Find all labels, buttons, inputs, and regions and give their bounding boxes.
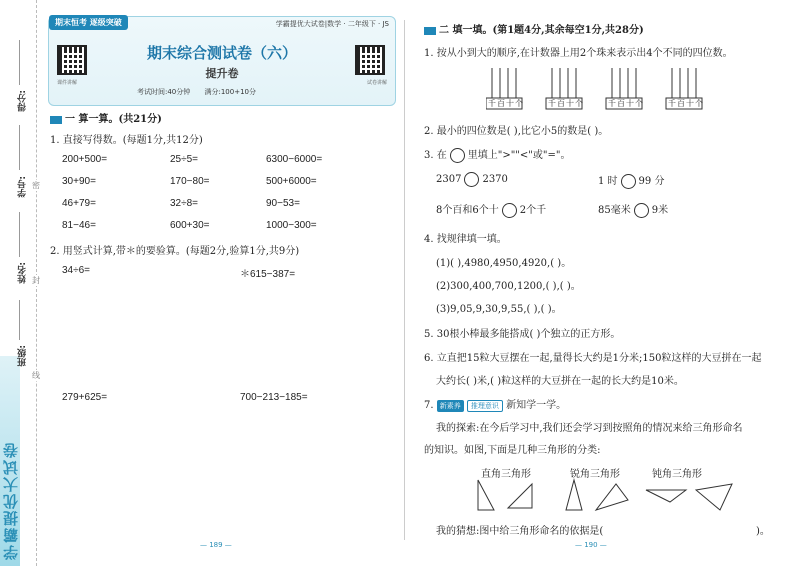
compare-circle-icon[interactable]	[634, 203, 649, 218]
question-2-right: 2. 最小的四位数是( ),比它小5的数是( )。	[424, 126, 609, 137]
class-field: 班级:	[18, 345, 28, 367]
calc-r4c1: 81−46=	[62, 220, 96, 231]
page-number-right: — 190 —	[575, 541, 607, 549]
section-1-heading: 一 算一算。(共21分)	[50, 110, 162, 125]
calc-r3c3: 90−53=	[266, 198, 300, 209]
qr-left-caption: 课件讲解	[57, 80, 78, 86]
q7-guess-end: )。	[756, 526, 770, 537]
pattern-2: (2)300,400,700,1200,( ),( )。	[436, 281, 581, 292]
question-1-right: 1. 按从小到大的顺序,在计数器上用2个珠来表示出4个不同的四位数。	[424, 48, 733, 59]
abacus-2-label: 千百十个	[548, 99, 584, 108]
student-id-line	[19, 125, 20, 170]
calc-r4c2: 600+30=	[170, 220, 210, 231]
q7-text-line2: 的知识。如图,下面是几种三角形的分类:	[424, 445, 601, 456]
name-line	[19, 212, 20, 257]
compare-4: 85毫米 9米	[598, 205, 669, 216]
obtuse-triangle-2	[696, 484, 732, 510]
compare-circle-icon[interactable]	[464, 172, 479, 187]
exam-time: 考试时间:40分钟	[137, 88, 191, 96]
calc-r2c2: 170−80=	[170, 176, 210, 187]
cut-word-feng: 封	[32, 276, 40, 285]
question-2-left: 2. 用竖式计算,带＊的要验算。(每题2分,验算1分,共9分)	[50, 246, 300, 257]
abacus-1-label: 千百十个	[488, 99, 524, 108]
obtuse-triangle-label: 钝角三角形	[652, 469, 702, 480]
question-3-right: 3. 在 里填上">""<"或"="。	[424, 150, 571, 161]
brand-logo-text: 学霸提优大试卷	[2, 441, 20, 560]
page-gutter	[404, 20, 405, 540]
right-triangle-1	[478, 480, 494, 510]
q7-text-line1: 我的探索:在今后学习中,我们还会学习到按照角的情况来给三角形命名	[436, 423, 743, 434]
question-7-right: 7. 新素养 推理意识 新知学一学。	[424, 400, 567, 411]
acute-triangle-1	[566, 480, 582, 510]
compare-circle-icon[interactable]	[450, 148, 465, 163]
calc-r1c2: 25÷5=	[170, 154, 199, 165]
cut-word-mi: 密	[32, 181, 40, 190]
right-triangle-label: 直角三角形	[481, 469, 531, 480]
new-literacy-tag: 新素养	[437, 400, 464, 412]
student-id-field: 学号:	[18, 176, 28, 198]
calc-r3c1: 46+79=	[62, 198, 96, 209]
class-line	[19, 300, 20, 340]
compare-circle-icon[interactable]	[502, 203, 517, 218]
page-number-left: — 189 —	[200, 541, 232, 549]
exam-title: 期末综合测试卷（六）	[146, 44, 297, 62]
exam-info	[137, 87, 268, 97]
vertical-calc-4: 700−213−185=	[240, 392, 308, 403]
right-triangle-2	[508, 484, 532, 508]
score-field: 得分:	[18, 90, 28, 112]
exam-subtitle: 提升卷	[205, 67, 239, 80]
vertical-calc-2: ＊615−387=	[240, 269, 296, 280]
acute-triangle-2	[596, 484, 628, 510]
qr-right-caption: 试卷讲解	[366, 80, 387, 86]
question-5-right: 5. 30根小棒最多能搭成( )个独立的正方形。	[424, 329, 621, 340]
calc-r4c3: 1000−300=	[266, 220, 317, 231]
compare-circle-icon[interactable]	[621, 174, 636, 189]
obtuse-triangle-1	[646, 490, 686, 502]
section-marker-icon	[424, 27, 436, 35]
vertical-calc-3: 279+625=	[62, 392, 108, 403]
calc-r2c1: 30+90=	[62, 176, 96, 187]
question-4-right: 4. 找规律填一填。	[424, 234, 507, 245]
exam-header	[48, 16, 396, 106]
reasoning-tag: 推理意识	[467, 400, 503, 412]
compare-3: 8个百和6个十 2个千	[436, 205, 547, 216]
abacus-4-label: 千百十个	[668, 99, 704, 108]
calc-r1c1: 200+500=	[62, 154, 108, 165]
exam-tag: 期末恒考 逐级突破	[49, 15, 128, 30]
calc-r3c2: 32÷8=	[170, 198, 199, 209]
series-label: 学霸提优大试卷|数学 · 二年级下 · JS	[275, 20, 389, 28]
q7-guess: 我的猜想:图中给三角形命名的依据是(	[436, 526, 604, 537]
full-score: 满分:100+10分	[204, 88, 256, 96]
score-line	[19, 40, 20, 85]
question-6-right-line1: 6. 立直把15粒大豆摆在一起,量得长大约是1分米;150粒这样的大豆拼在一起	[424, 353, 762, 364]
calc-r1c3: 6300−6000=	[266, 154, 323, 165]
triangle-figures	[470, 478, 740, 514]
question-1-left: 1. 直接写得数。(每题1分,共12分)	[50, 135, 203, 146]
pattern-1: (1)( ),4980,4950,4920,( )。	[436, 258, 572, 269]
calc-r2c3: 500+6000=	[266, 176, 317, 187]
abacus-3-label: 千百十个	[608, 99, 644, 108]
cut-word-xian: 线	[32, 371, 40, 380]
section-2-heading: 二 填一填。(第1题4分,其余每空1分,共28分)	[424, 21, 644, 36]
question-6-right-line2: 大约长( )米,( )粒这样的大豆拼在一起的长大约是10米。	[436, 376, 684, 387]
left-page	[48, 16, 396, 106]
compare-2: 1 时 99 分	[598, 176, 665, 187]
section-marker-icon	[50, 116, 62, 124]
pattern-3: (3)9,05,9,30,9,55,( ),( )。	[436, 304, 562, 315]
compare-1: 2307 2370	[436, 174, 508, 185]
name-field: 姓名:	[18, 262, 28, 284]
vertical-calc-1: 34÷6=	[62, 265, 91, 276]
acute-triangle-label: 锐角三角形	[570, 469, 620, 480]
